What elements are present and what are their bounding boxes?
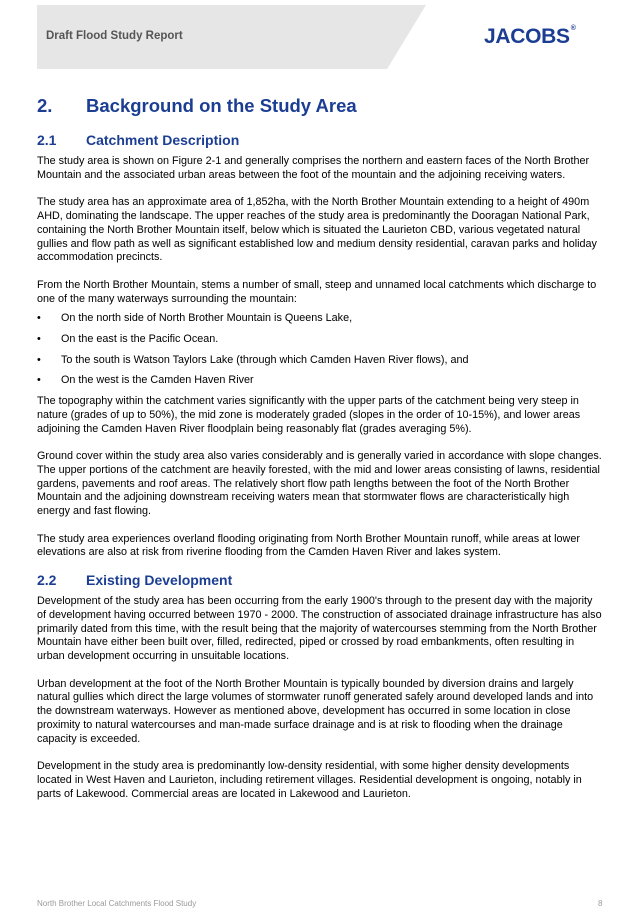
waterways-list	[37, 312, 604, 388]
paragraph: The study area has an approximate area of 1,852ha, with the North Brother Mountain extending to a height of 490m AHD, dominating the landscape. The upper reaches of the study area is predominantly the Dooragan National Park, containing the North Brother Mountain itself, below which is situated the Laurieton CBD, various vegetated natural gullies and flow path as well as significant established low and medium density residential, caravan parks and holiday accommodation precincts.	[37, 196, 597, 264]
subsection-heading-catchment	[37, 131, 604, 149]
list-item: • On the east is the Pacific Ocean.	[37, 333, 604, 347]
footer-text: North Brother Local Catchments Flood Study	[37, 899, 197, 908]
section-title: Background on the Study Area	[86, 95, 357, 116]
paragraph: Ground cover within the study area also varies considerably and is generally varied in accordance with slope changes. The upper portions of the catchment are heavily forested, with the mid and lower areas consisting of lawns, residential gardens, pavements and roof areas. The relatively short flow path lengths between the foot of the North Brother Mountain and the adjoining downstream receiving waters mean that stormwater flows are characteristically high energy and fast flowing.	[37, 450, 602, 518]
report-header-title: Draft Flood Study Report	[46, 30, 183, 42]
paragraph: From the North Brother Mountain, stems a number of small, steep and unnamed local catchments which discharge to one of the many waterways surrounding the mountain:	[37, 278, 597, 305]
logo-text: JACOBS	[484, 25, 570, 48]
paragraph: Development in the study area is predominantly low-density residential, with some higher density developments located in West Haven and Laurieton, including retirement villages. Residential development is ongoing, notably in parts of Lakewood. Commercial areas are located in Lakewood and Laurieton.	[37, 760, 582, 800]
section-heading	[37, 92, 604, 122]
page-content	[37, 92, 604, 801]
paragraph: The study area is shown on Figure 2-1 and generally comprises the northern and eastern faces of the North Brother Mountain and the associated urban areas between the foot of the mountain and the adjoining receiving waters.	[37, 155, 590, 181]
section-number: 2.	[37, 95, 53, 116]
subsection-title: Catchment Description	[86, 132, 240, 148]
list-item: • To the south is Watson Taylors Lake (through which Camden Haven River flows), and	[37, 354, 604, 368]
subsection-heading-development	[37, 571, 604, 589]
registered-mark: ®	[570, 25, 576, 32]
subsection-title: Existing Development	[86, 572, 233, 589]
paragraph: Urban development at the foot of the North Brother Mountain is typically bounded by diversion drains and largely natural gullies which direct the large volumes of stormwater runoff generated safely around developed lands and into the downstream waterways. However as mentioned above, development has occurred in some location in close proximity to natural watercourses and man-made surface drainage and is at risk to flooding when the drainage capacity is exceeded.	[37, 677, 594, 745]
subsection-number: 2.1	[37, 132, 57, 148]
paragraph: The study area experiences overland flooding originating from North Brother Mountain runoff, while areas at lower elevations are also at risk from riverine flooding from the Camden Haven River and lakes system.	[37, 532, 580, 559]
subsection-number: 2.2	[37, 572, 57, 589]
paragraph: The topography within the catchment varies significantly with the upper parts of the catchment being very steep in nature (grades of up to 50%), the mid zone is moderately graded (slopes in the order of 10-15%), and lower areas adjoining the Camden Haven River floodplain being reasonably flat (grades averaging 5%).	[37, 395, 581, 435]
jacobs-logo	[484, 25, 576, 49]
list-item: • On the north side of North Brother Mountain is Queens Lake,	[37, 312, 604, 326]
list-item: • On the west is the Camden Haven River	[37, 374, 604, 388]
page-number: 8	[598, 899, 603, 908]
paragraph: Development of the study area has been occurring from the early 1900's through to the present day with the majority of development having occurred between 1970 - 2000. The construction of associated drainage infrastructure has also primarily dated from this time, with the result being that the majority of watercourses stemming from the North Brother Mountain have either been built over, filled, redirected, piped or crossed by road embankments, often resulting in urban development occurring in unsuitable locations.	[37, 595, 602, 662]
